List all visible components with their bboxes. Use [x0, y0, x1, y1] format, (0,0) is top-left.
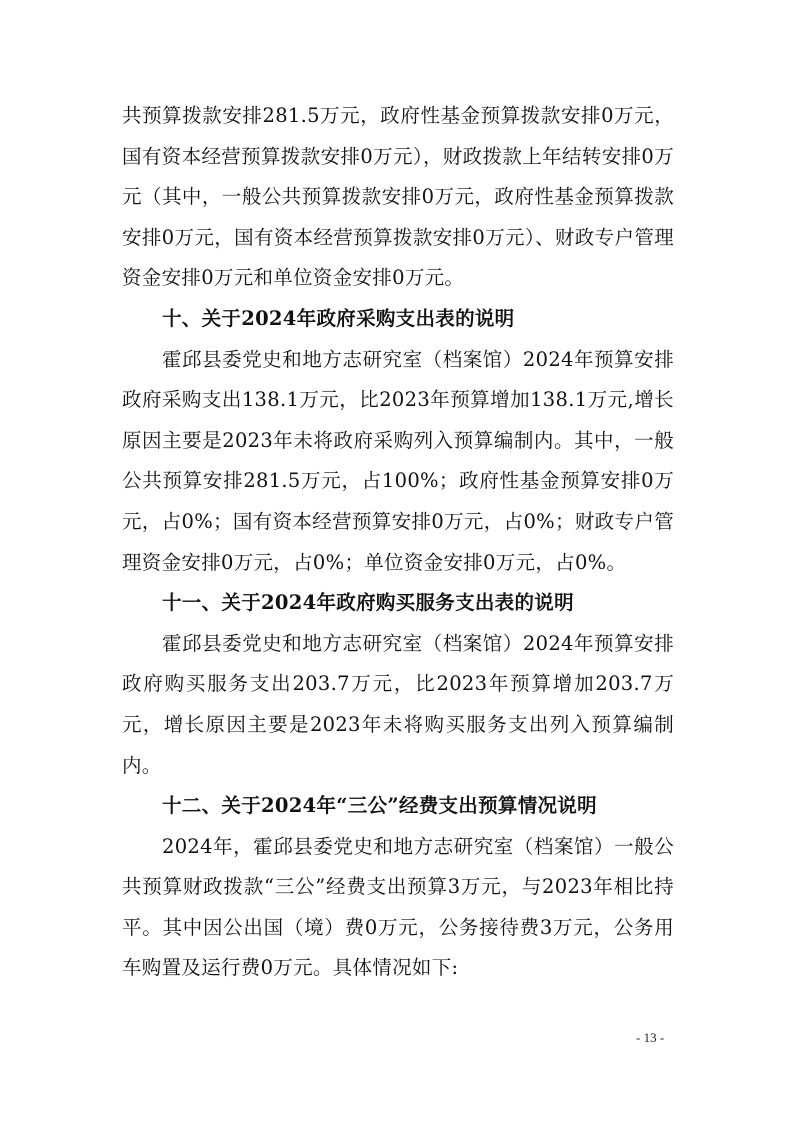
section-heading-three-public-expenses: 十二、关于2024年“三公”经费支出预算情况说明 — [162, 794, 597, 818]
section-heading-purchase-services: 十一、关于2024年政府购买服务支出表的说明 — [162, 591, 574, 615]
paragraph-budget-allocation: 共预算拨款安排281.5万元，政府性基金预算拨款安排0万元，国有资本经营预算拨款安排0万元），财政拨款上年结转安排0万元（其中，一般公共预算拨款安排0万元，政府性基金预算拨款安排0万元，国有资本经营预算拨款安排0万元）、财政专户管理资金安排0万元和单位资金安排0万元。 — [122, 104, 674, 290]
document-page — [122, 96, 674, 989]
paragraph-three-public-expenses: 2024年，霍邱县委党史和地方志研究室（档案馆）一般公共预算财政拨款“三公”经费支出预算3万元，与2023年相比持平。其中因公出国（境）费0万元，公务接待费3万元，公务用车购置及运行费0万元。具体情况如下: — [122, 834, 674, 980]
paragraph-government-procurement: 霍邱县委党史和地方志研究室（档案馆）2024年预算安排政府采购支出138.1万元，比2023年预算增加138.1万元,增长原因主要是2023年未将政府采购列入预算编制内。其中，一般公共预算安排281.5万元，占100%；政府性基金预算安排0万元，占0%；国有资本经营预算安排0万元，占0%；财政专户管理资金安排0万元，占0%；单位资金安排0万元，占0%。 — [122, 347, 674, 574]
paragraph-purchase-services: 霍邱县委党史和地方志研究室（档案馆）2024年预算安排政府购买服务支出203.7万元，比2023年预算增加203.7万元，增长原因主要是2023年未将购买服务支出列入预算编制内。 — [122, 631, 674, 777]
page-number: - 13 - — [636, 1030, 665, 1045]
section-heading-government-procurement: 十、关于2024年政府采购支出表的说明 — [162, 306, 515, 330]
